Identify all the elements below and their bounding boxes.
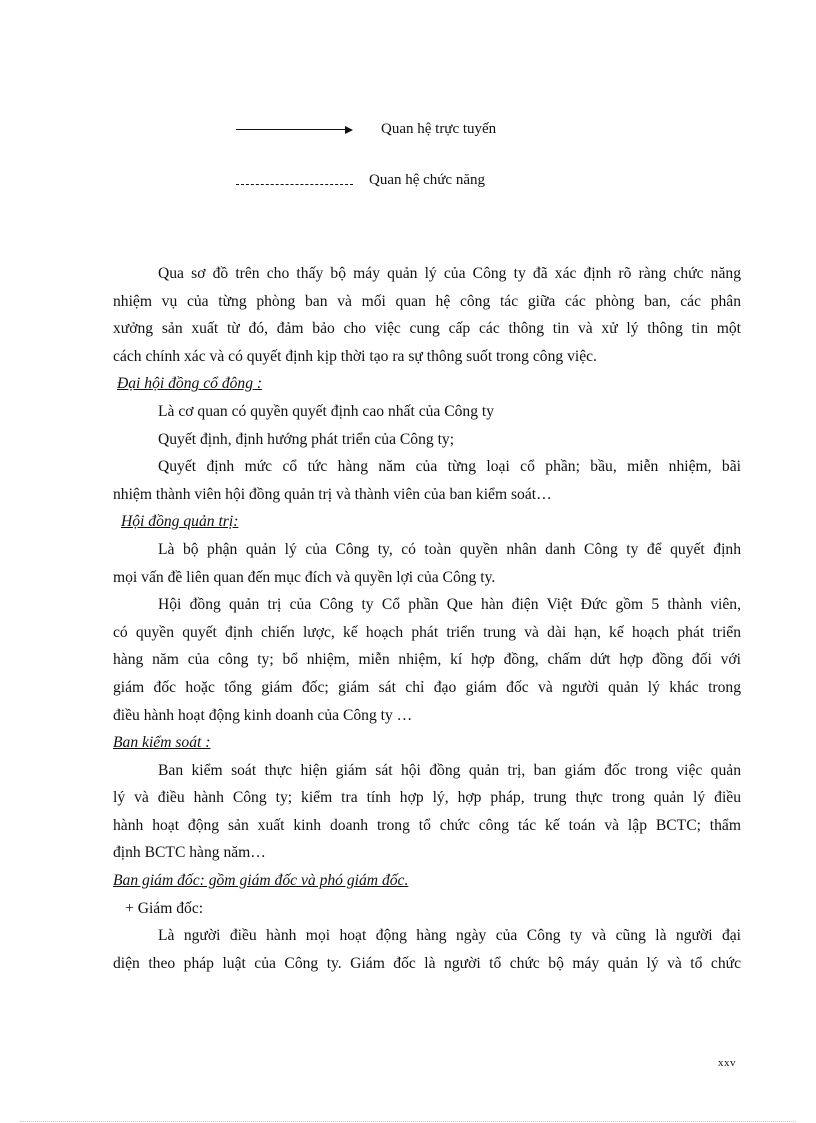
- page-bottom-border: [20, 1121, 796, 1122]
- heading-hoi-dong-quan-tri: Hội đồng quản trị:: [121, 513, 239, 531]
- dhcd-line: Là cơ quan có quyền quyết định cao nhất của Công ty: [158, 402, 495, 420]
- intro-line: Qua sơ đồ trên cho thấy bộ máy quản lý của Công ty đã xác định rõ ràng chức năng: [158, 265, 741, 282]
- hdqt-line: mọi vấn đề liên quan đến mục đích và quyền lợi của Công ty.: [113, 568, 496, 586]
- hdqt-line: có quyền quyết định chiến lược, kế hoạch phát triển trung và dài hạn, kế hoạch phát triển: [113, 623, 741, 641]
- heading-ban-kiem-soat: Ban kiểm soát :: [113, 734, 211, 752]
- solid-arrow-icon: [236, 129, 351, 130]
- intro-line: nhiệm vụ của từng phòng ban và mối quan hệ công tác giữa các phòng ban, các phân: [113, 292, 741, 310]
- legend-dashed: [236, 172, 485, 189]
- legend-dashed-label: Quan hệ chức năng: [369, 172, 486, 188]
- intro-line: xưởng sản xuất từ đó, đảm bảo cho việc cung cấp các thông tin và xử lý thông tin một: [113, 320, 741, 338]
- legend-solid-label: Quan hệ trực tuyến: [381, 121, 497, 137]
- dhcd-line: Quyết định, định hướng phát triển của Công ty;: [158, 430, 455, 448]
- gd-line: Là người điều hành mọi hoạt động hàng ngày của Công ty và cũng là người đại: [158, 927, 741, 945]
- bks-line: Ban kiểm soát thực hiện giám sát hội đồng quản trị, ban giám đốc trong việc quản: [158, 761, 741, 779]
- hdqt-line: điều hành hoạt động kinh doanh của Công ty …: [113, 706, 413, 724]
- dhcd-line: Quyết định mức cổ tức hàng năm của từng loại cổ phần; bầu, miễn nhiệm, bãi: [158, 458, 741, 476]
- heading-dai-hoi-dong-co-dong: Đại hội đồng cổ đông :: [117, 375, 263, 393]
- intro-line: cách chính xác và có quyết định kịp thời tạo ra sự thông suốt trong công việc.: [113, 347, 597, 365]
- hdqt-line: hàng năm của công ty; bổ nhiệm, miễn nhiệm, kí hợp đồng, chấm dứt hợp đồng đối với: [113, 651, 741, 669]
- dashed-line-icon: [236, 184, 353, 185]
- dhcd-line: nhiệm thành viên hội đồng quản trị và thành viên của ban kiểm soát…: [113, 485, 552, 503]
- hdqt-line: Là bộ phận quản lý của Công ty, có toàn quyền nhân danh Công ty để quyết định: [158, 540, 741, 558]
- gd-line: diện theo pháp luật của Công ty. Giám đốc là người tổ chức bộ máy quản lý và tổ chức: [113, 954, 741, 972]
- hdqt-line: Hội đồng quản trị của Công ty Cổ phần Que hàn điện Việt Đức gồm 5 thành viên,: [158, 596, 741, 614]
- giam-doc-label: + Giám đốc:: [125, 899, 204, 917]
- bks-line: lý và điều hành Công ty; kiểm tra tính hợp lý, hợp pháp, trung thực trong quản lý điều: [113, 789, 741, 807]
- hdqt-line: giám đốc hoặc tổng giám đốc; giám sát chỉ đạo giám đốc và người quản lý khác trong: [113, 678, 741, 696]
- document-body: [113, 260, 741, 977]
- bks-line: định BCTC hàng năm…: [113, 844, 266, 862]
- page-number: xxv: [718, 1057, 736, 1069]
- heading-ban-giam-doc: Ban giám đốc: gồm giám đốc và phó giám đốc.: [113, 872, 409, 890]
- bks-line: hành hoạt động sản xuất kinh doanh trong tổ chức công tác kế toán và lập BCTC; thẩm: [113, 816, 741, 834]
- legend-solid: [236, 121, 496, 138]
